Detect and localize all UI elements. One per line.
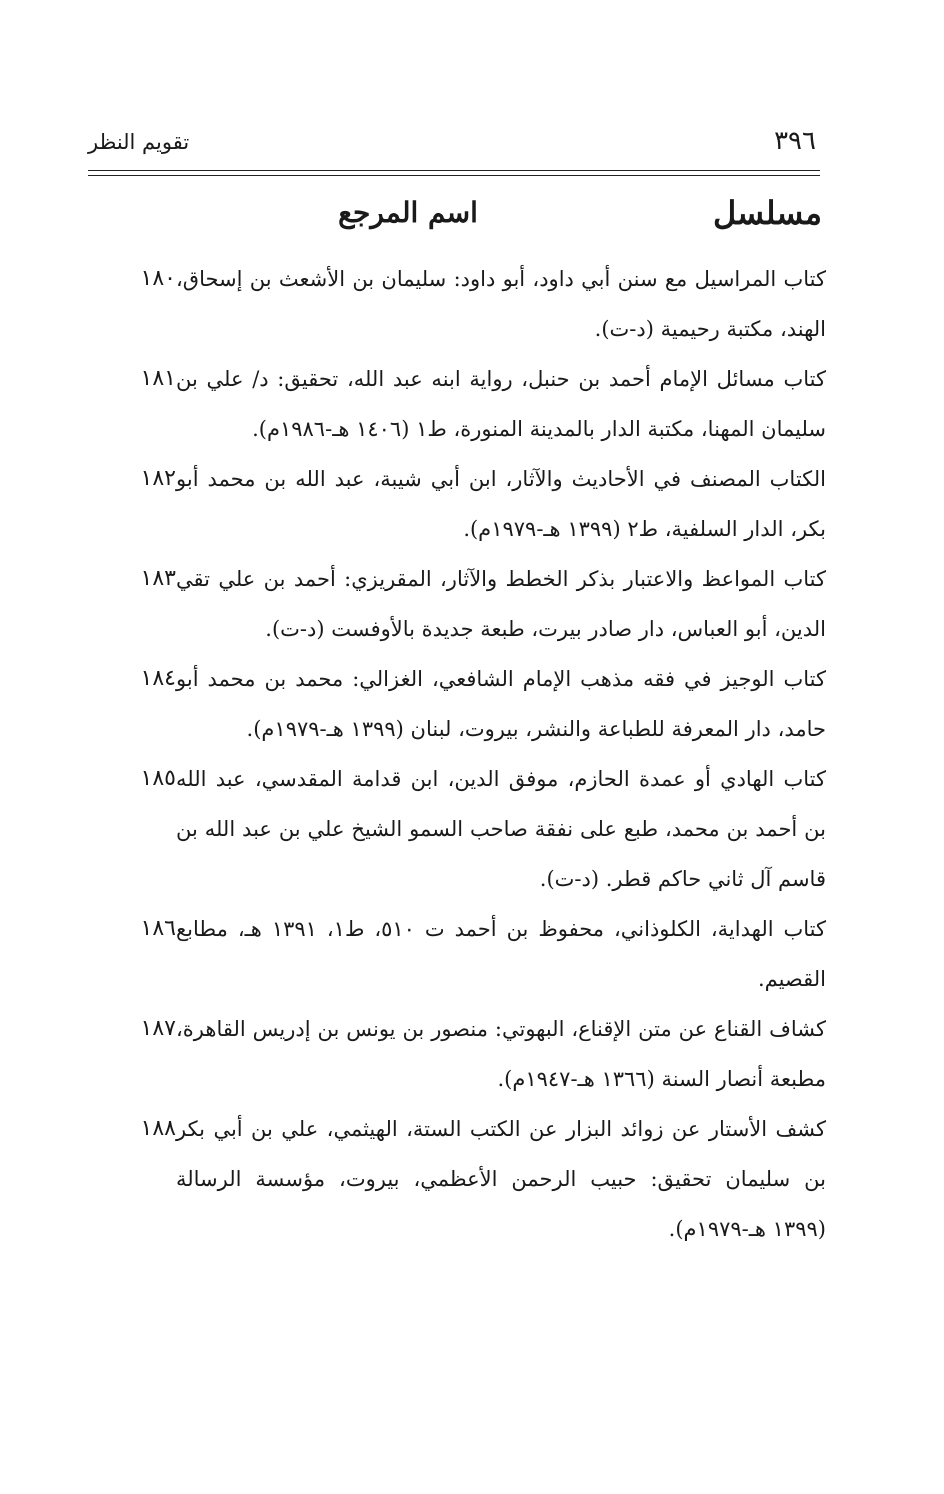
entry-text: كتاب الهادي أو عمدة الحازم، موفق الدين، ابن قدامة المقدسي، عبد الله بن أحمد بن محمد، طبع على نفقة صاحب السمو الشيخ علي بن عبد الله بن قاسم آل ثاني حاكم قطر. (د-ت). <box>176 767 826 891</box>
entry-text: كتاب الوجيز في فقه مذهب الإمام الشافعي، الغزالي: محمد بن محمد أبو حامد، دار المعرفة للطباعة والنشر، بيروت، لبنان (١٣٩٩ هـ-١٩٧٩م). <box>176 667 826 741</box>
reference-entry <box>86 1004 826 1104</box>
reference-entry <box>86 754 826 904</box>
entry-text: الكتاب المصنف في الأحاديث والآثار، ابن أبي شيبة، عبد الله بن محمد أبو بكر، الدار السلفية، ط٢ (١٣٩٩ هـ-١٩٧٩م). <box>176 467 826 541</box>
entry-number: ١٨١ <box>140 366 176 391</box>
reference-entry <box>86 904 826 1004</box>
header-rule-double <box>88 175 820 176</box>
entry-number: ١٨٢ <box>140 466 176 491</box>
reference-entry <box>86 254 826 354</box>
reference-entry <box>86 1104 826 1254</box>
page-number: ٣٩٦ <box>774 126 816 156</box>
entry-number: ١٨٦ <box>140 916 176 941</box>
reference-entry <box>86 554 826 654</box>
entry-number: ١٨٧ <box>140 1016 176 1041</box>
header-rule <box>88 170 820 171</box>
entry-number: ١٨٠ <box>140 266 176 291</box>
reference-column-header: اسم المرجع <box>338 196 478 229</box>
entry-number: ١٨٨ <box>140 1116 176 1141</box>
entry-text: كتاب المواعظ والاعتبار بذكر الخطط والآثار، المقريزي: أحمد بن علي تقي الدين، أبو العباس، دار صادر بيرت، طبعة جديدة بالأوفست (د-ت). <box>176 567 826 641</box>
book-title: تقويم النظر <box>88 130 190 154</box>
entry-number: ١٨٤ <box>140 666 176 691</box>
entry-text: كتاب المراسيل مع سنن أبي داود، أبو داود: سليمان بن الأشعث بن إسحاق، الهند، مكتبة رحيمية (د-ت). <box>176 267 826 341</box>
reference-list <box>86 254 826 1254</box>
reference-entry <box>86 454 826 554</box>
entry-number: ١٨٣ <box>140 566 176 591</box>
reference-entry <box>86 654 826 754</box>
entry-text: كتاب الهداية، الكلوذاني، محفوظ بن أحمد ت ٥١٠، ط١، ١٣٩١ هـ، مطابع القصيم. <box>176 917 827 991</box>
entry-text: كشاف القناع عن متن الإقناع، البهوتي: منصور بن يونس بن إدريس القاهرة، مطبعة أنصار السنة (١٣٦٦ هـ-١٩٤٧م). <box>176 1017 826 1091</box>
entry-number: ١٨٥ <box>140 766 176 791</box>
entry-text: كتاب مسائل الإمام أحمد بن حنبل، رواية ابنه عبد الله، تحقيق: د/ علي بن سليمان المهنا، مكتبة الدار بالمدينة المنورة، ط١ (١٤٠٦ هـ-١٩٨٦م). <box>176 367 826 441</box>
reference-entry <box>86 354 826 454</box>
serial-column-header: مسلسل <box>712 194 822 232</box>
entry-text: كشف الأستار عن زوائد البزار عن الكتب الستة، الهيثمي، علي بن أبي بكر بن سليمان تحقيق: حبيب الرحمن الأعظمي، بيروت، مؤسسة الرسالة (١٣٩٩ هـ-١٩٧٩م). <box>176 1117 826 1241</box>
